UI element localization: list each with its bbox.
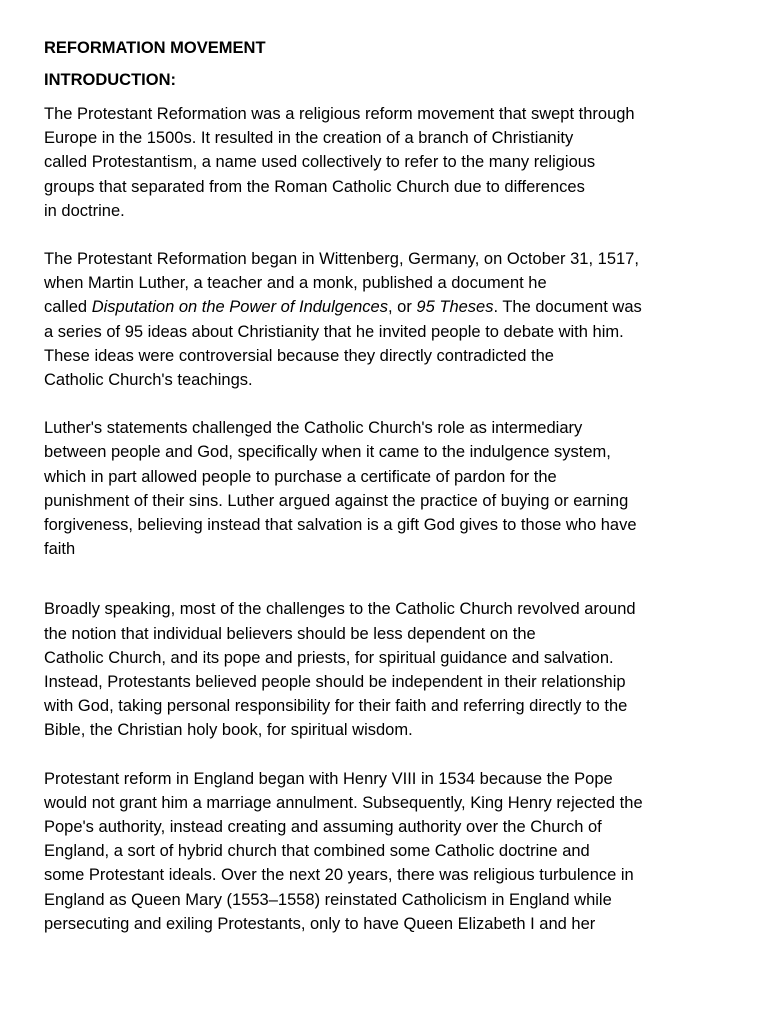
paragraph-line: a series of 95 ideas about Christianity that he invited people to debate with him. [44, 322, 624, 341]
paragraph-line: with God, taking personal responsibility for their faith and referring directly to the [44, 697, 628, 716]
document-title: REFORMATION MOVEMENT [44, 39, 266, 57]
paragraph-line: the notion that individual believers should be less dependent on the [44, 624, 536, 643]
paragraph-line: Broadly speaking, most of the challenges to the Catholic Church revolved around [44, 600, 636, 619]
paragraph-line: The Protestant Reformation began in Wittenberg, Germany, on October 31, 1517, [44, 250, 639, 269]
paragraph-5 [44, 767, 744, 936]
paragraph-line: would not grant him a marriage annulment. Subsequently, King Henry rejected the [44, 793, 643, 812]
paragraph-line: some Protestant ideals. Over the next 20 years, there was religious turbulence in [44, 866, 634, 885]
paragraph-line: Bible, the Christian holy book, for spiritual wisdom. [44, 721, 413, 740]
paragraph-line: Instead, Protestants believed people should be independent in their relationship [44, 673, 626, 692]
italic-title-95-theses: 95 Theses [416, 298, 494, 317]
paragraph-line: forgiveness, believing instead that salvation is a gift God gives to those who have [44, 516, 637, 535]
paragraph-line: The Protestant Reformation was a religious reform movement that swept through [44, 105, 635, 123]
italic-title-disputation: Disputation on the Power of Indulgences [91, 298, 388, 317]
paragraph-line: called Protestantism, a name used collectively to refer to the many religious [44, 153, 596, 172]
text-fragment: , or [387, 298, 417, 317]
paragraph-line: persecuting and exiling Protestants, only to have Queen Elizabeth I and her [44, 914, 596, 933]
document-page [44, 36, 744, 936]
text-fragment: called [44, 298, 92, 317]
paragraph-line: punishment of their sins. Luther argued against the practice of buying or earning [44, 491, 629, 510]
paragraph-line: between people and God, specifically when it came to the indulgence system, [44, 443, 611, 462]
paragraph-line: Luther's statements challenged the Catholic Church's role as intermediary [44, 419, 583, 438]
section-heading: INTRODUCTION: [44, 71, 176, 89]
paragraph-line: Pope's authority, instead creating and assuming authority over the Church of [44, 818, 602, 837]
paragraph-line: England, a sort of hybrid church that combined some Catholic doctrine and [44, 842, 590, 861]
paragraph-line: Europe in the 1500s. It resulted in the creation of a branch of Christianity [44, 129, 574, 148]
paragraph-line: when Martin Luther, a teacher and a monk, published a document he [44, 274, 547, 293]
paragraph-line: in doctrine. [44, 201, 125, 220]
paragraph-line: Protestant reform in England began with Henry VIII in 1534 because the Pope [44, 769, 613, 788]
paragraph-4 [44, 597, 744, 742]
paragraph-line-with-titles [44, 295, 744, 319]
paragraph-2 [44, 247, 744, 392]
paragraph-1 [44, 102, 744, 223]
paragraph-line: which in part allowed people to purchase a certificate of pardon for the [44, 467, 557, 486]
text-fragment: . The document was [493, 298, 642, 317]
paragraph-line: These ideas were controversial because they directly contradicted the [44, 346, 554, 365]
paragraph-line: groups that separated from the Roman Catholic Church due to differences [44, 177, 585, 196]
paragraph-line: faith [44, 540, 76, 559]
paragraph-line: Catholic Church's teachings. [44, 371, 253, 390]
paragraph-line: Catholic Church, and its pope and priests, for spiritual guidance and salvation. [44, 648, 614, 667]
paragraph-3 [44, 416, 744, 561]
paragraph-line: England as Queen Mary (1553–1558) reinstated Catholicism in England while [44, 890, 612, 909]
